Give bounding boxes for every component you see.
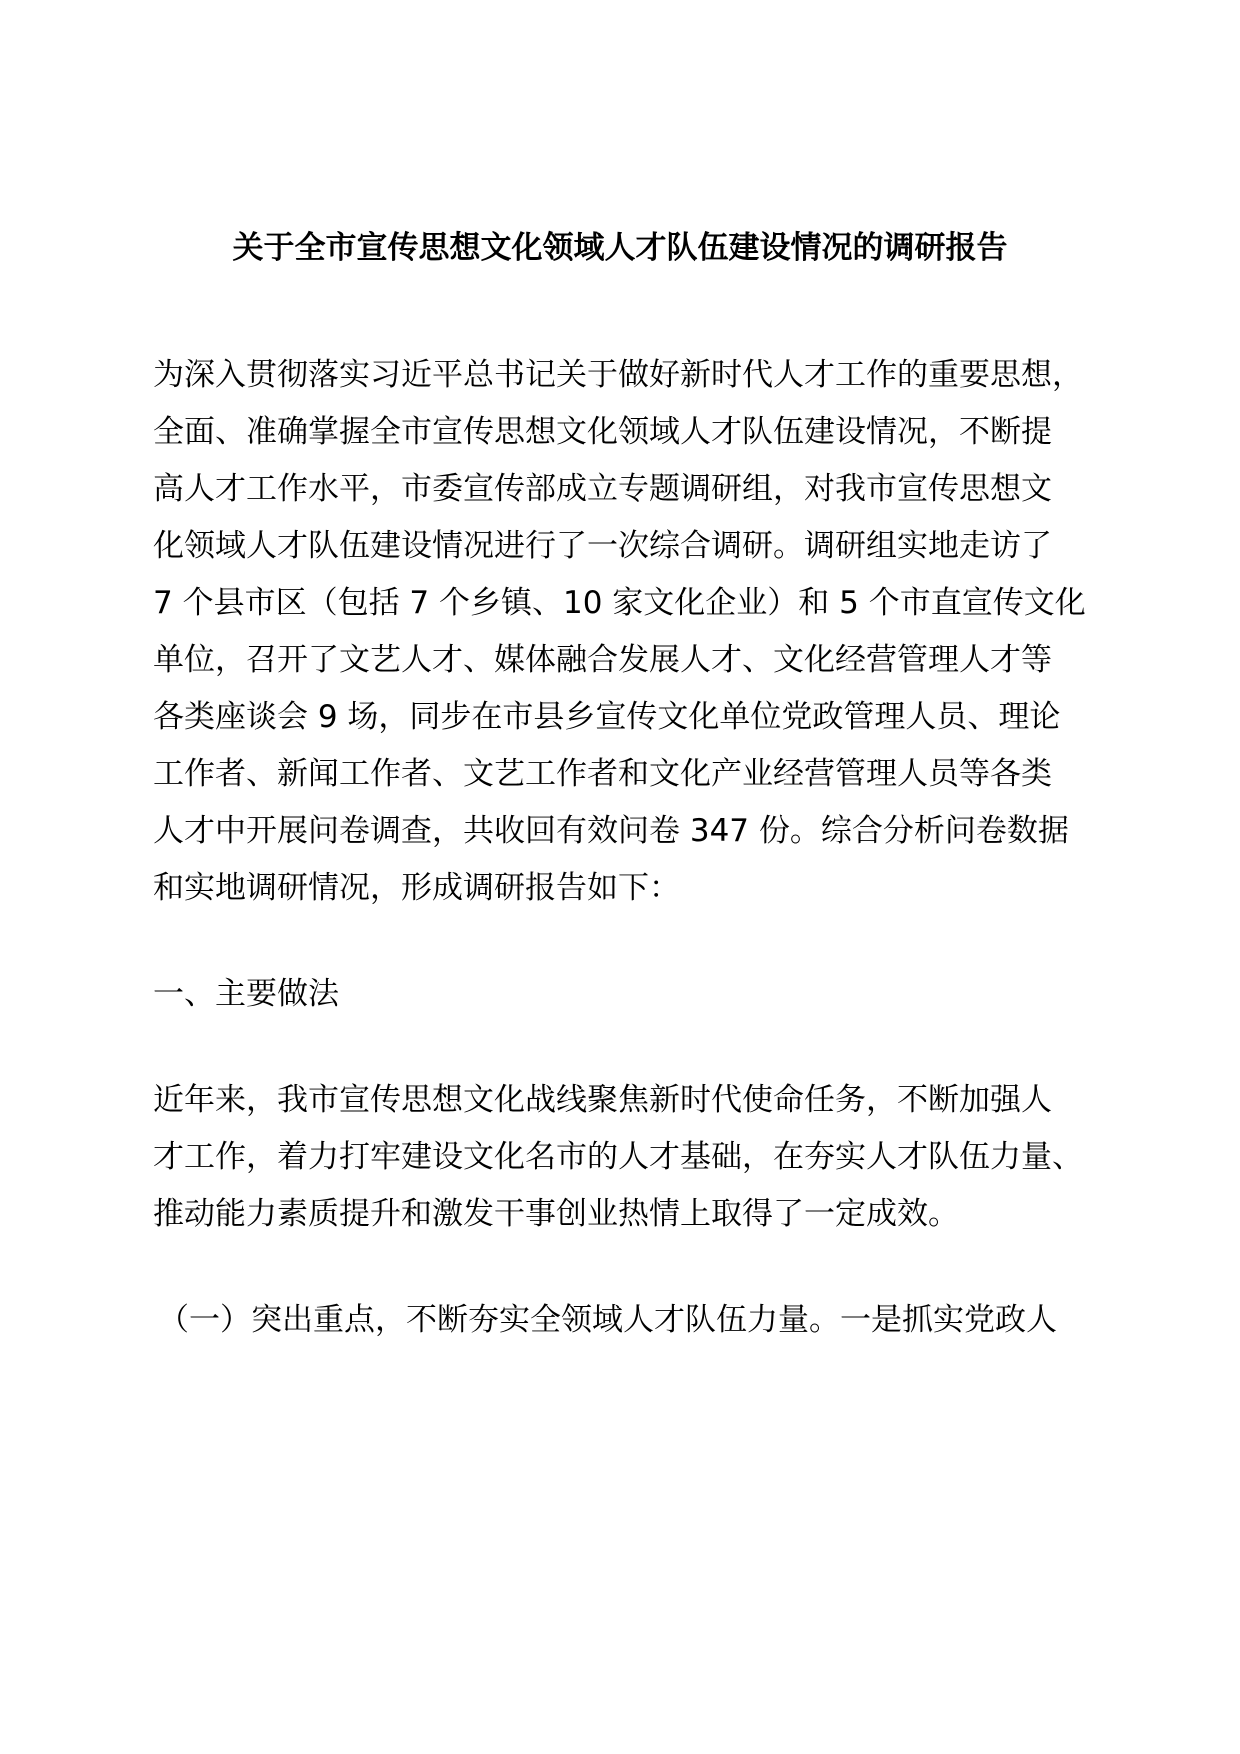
intro-line: 为深入贯彻落实习近平总书记关于做好新时代人才工作的重要思想， (153, 357, 1083, 393)
intro-line: 高人才工作水平，市委宣传部成立专题调研组，对我市宣传思想文 (153, 471, 1052, 507)
intro-line: 和实地调研情况，形成调研报告如下： (153, 870, 680, 906)
intro-line: 单位，召开了文艺人才、媒体融合发展人才、文化经营管理人才等 (153, 642, 1052, 678)
intro-line: 各类座谈会 9 场，同步在市县乡宣传文化单位党政管理人员、理论 (153, 699, 1061, 735)
section-heading: 一、主要做法 (153, 976, 339, 1012)
section-body-line: 近年来，我市宣传思想文化战线聚焦新时代使命任务，不断加强人 (153, 1082, 1052, 1118)
intro-line: 工作者、新闻工作者、文艺工作者和文化产业经营管理人员等各类 (153, 756, 1052, 792)
intro-line: 全面、准确掌握全市宣传思想文化领域人才队伍建设情况，不断提 (153, 414, 1052, 450)
section-body-line: 推动能力素质提升和激发干事创业热情上取得了一定成效。 (153, 1196, 959, 1232)
intro-line: 7 个县市区（包括 7 个乡镇、10 家文化企业）和 5 个市直宣传文化 (153, 585, 1086, 621)
subsection-line: （一）突出重点，不断夯实全领域人才队伍力量。一是抓实党政人 (158, 1302, 1057, 1338)
intro-line: 人才中开展问卷调查，共收回有效问卷 347 份。综合分析问卷数据 (153, 813, 1069, 849)
document-title: 关于全市宣传思想文化领域人才队伍建设情况的调研报告 (232, 230, 1008, 266)
section-body-line: 才工作，着力打牢建设文化名市的人才基础，在夯实人才队伍力量、 (153, 1139, 1083, 1175)
intro-line: 化领域人才队伍建设情况进行了一次综合调研。调研组实地走访了 (153, 528, 1052, 564)
